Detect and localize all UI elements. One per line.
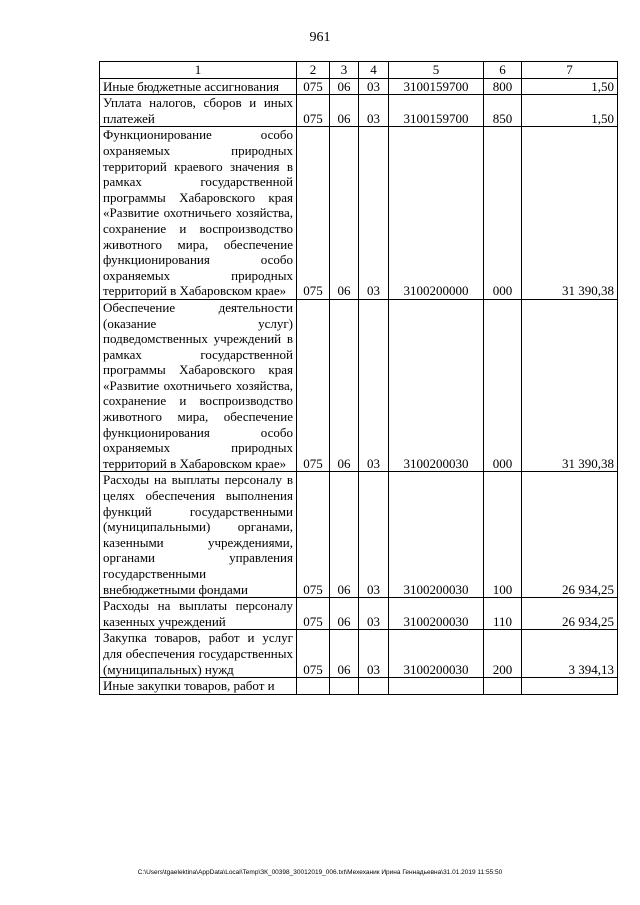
table-row	[100, 127, 618, 300]
row-name: Иные закупки товаров, работ и	[100, 678, 297, 695]
row-expense-type: 000	[484, 127, 522, 300]
row-ministry-code: 075	[297, 95, 330, 127]
table-row	[100, 95, 618, 127]
row-name: Уплата налогов, сборов и иных платежей	[100, 95, 297, 127]
row-name: Расходы на выплаты персоналу в целях обеспечения выполнения функций государственными (муниципальными) органами, казенными учреждениями, органами управления государственными внебюджетными фондами	[100, 472, 297, 598]
row-subsection-code: 03	[359, 299, 389, 472]
row-expense-type: 200	[484, 630, 522, 678]
row-ministry-code: 075	[297, 78, 330, 95]
row-amount: 26 934,25	[522, 472, 618, 598]
row-amount: 31 390,38	[522, 299, 618, 472]
header-col-3: 3	[330, 62, 359, 79]
row-name: Обеспечение деятельности (оказание услуг) подведомственных учреждений в рамках государственной программы Хабаровского края «Развитие охотничьего хозяйства, сохранение и воспроизводство животного мира, обеспечение функционирования особо охраняемых природных территорий в Хабаровском крае»	[100, 299, 297, 472]
header-col-7: 7	[522, 62, 618, 79]
row-expense-type: 850	[484, 95, 522, 127]
row-expense-type: 000	[484, 299, 522, 472]
row-subsection-code: 03	[359, 78, 389, 95]
table-row	[100, 630, 618, 678]
row-expense-type: 110	[484, 598, 522, 630]
row-ministry-code: 075	[297, 472, 330, 598]
budget-table	[99, 61, 618, 695]
row-subsection-code: 03	[359, 630, 389, 678]
row-ministry-code: 075	[297, 127, 330, 300]
row-amount	[522, 678, 618, 695]
row-subsection-code: 03	[359, 598, 389, 630]
row-expense-type	[484, 678, 522, 695]
table-row	[100, 598, 618, 630]
row-target-code: 3100200030	[389, 472, 484, 598]
row-amount: 3 394,13	[522, 630, 618, 678]
row-subsection-code	[359, 678, 389, 695]
row-section-code: 06	[330, 127, 359, 300]
row-amount: 1,50	[522, 78, 618, 95]
header-col-6: 6	[484, 62, 522, 79]
row-name: Функционирование особо охраняемых природных территорий краевого значения в рамках государственной программы Хабаровского края «Развитие охотничьего хозяйства, сохранение и воспроизводство животного мира, обеспечение функционирования особо охраняемых природных территорий в Хабаровском крае»	[100, 127, 297, 300]
row-section-code: 06	[330, 598, 359, 630]
row-expense-type: 100	[484, 472, 522, 598]
header-col-1: 1	[100, 62, 297, 79]
row-target-code: 3100200030	[389, 630, 484, 678]
row-section-code: 06	[330, 472, 359, 598]
row-section-code: 06	[330, 299, 359, 472]
file-path-footer: C:\Users\tgaelektina\AppData\Local\Temp\ЗК_00398_30012019_006.txt\Мехеханик Ирина Геннадьевна\31.01.2019 11:55:50	[137, 869, 503, 876]
table-row	[100, 472, 618, 598]
table-row	[100, 299, 618, 472]
row-name: Закупка товаров, работ и услуг для обеспечения государственных (муниципальных) нужд	[100, 630, 297, 678]
row-section-code: 06	[330, 78, 359, 95]
row-subsection-code: 03	[359, 127, 389, 300]
row-target-code: 3100159700	[389, 95, 484, 127]
row-ministry-code: 075	[297, 598, 330, 630]
header-col-5: 5	[389, 62, 484, 79]
row-ministry-code: 075	[297, 630, 330, 678]
row-target-code: 3100200030	[389, 299, 484, 472]
row-ministry-code	[297, 678, 330, 695]
row-amount: 31 390,38	[522, 127, 618, 300]
header-col-4: 4	[359, 62, 389, 79]
row-target-code: 3100200030	[389, 598, 484, 630]
row-name: Иные бюджетные ассигнования	[100, 78, 297, 95]
row-amount: 26 934,25	[522, 598, 618, 630]
header-row	[100, 62, 618, 79]
row-target-code	[389, 678, 484, 695]
table-row-partial	[100, 678, 618, 695]
row-amount: 1,50	[522, 95, 618, 127]
row-target-code: 3100159700	[389, 78, 484, 95]
row-subsection-code: 03	[359, 95, 389, 127]
header-col-2: 2	[297, 62, 330, 79]
page-number: 961	[309, 30, 331, 45]
row-section-code: 06	[330, 95, 359, 127]
row-section-code: 06	[330, 630, 359, 678]
row-target-code: 3100200000	[389, 127, 484, 300]
row-ministry-code: 075	[297, 299, 330, 472]
table-row	[100, 78, 618, 95]
row-name: Расходы на выплаты персоналу казенных учреждений	[100, 598, 297, 630]
row-section-code	[330, 678, 359, 695]
row-subsection-code: 03	[359, 472, 389, 598]
row-expense-type: 800	[484, 78, 522, 95]
